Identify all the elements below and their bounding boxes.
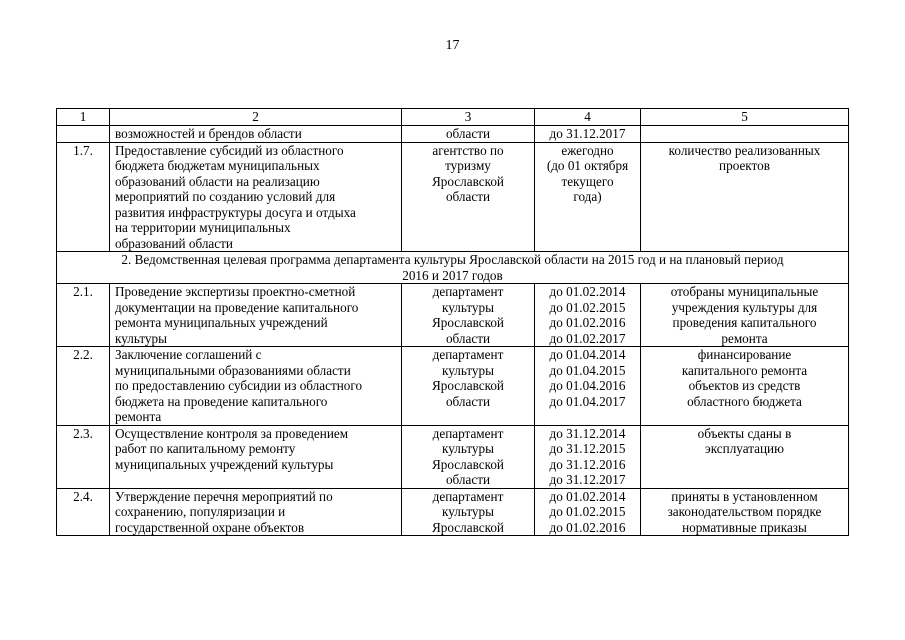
cell-line: государственной охране объектов	[115, 519, 305, 535]
column-header-5: 5	[641, 109, 849, 126]
cell-line: до 01.02.2017	[549, 330, 626, 346]
column-header-4: 4	[535, 109, 641, 126]
cell-line: проведения капитального	[672, 315, 817, 330]
cell-line: до 01.02.2016	[549, 315, 626, 330]
cell-line: ремонта муниципальных учреждений	[115, 315, 328, 330]
cell-line: (до 01 октября	[546, 158, 629, 173]
executor-cell	[402, 284, 535, 347]
row-number-cell	[57, 126, 110, 143]
result-cell	[641, 488, 849, 536]
cell-line: до 01.02.2014	[549, 488, 626, 504]
section-heading-row	[57, 252, 849, 284]
cell-line: бюджета бюджетам муниципальных	[115, 158, 320, 173]
cell-line: Ярославской	[432, 519, 504, 535]
term-cell: до 31.12.2017	[535, 126, 641, 143]
table-row	[57, 142, 849, 252]
result-cell	[641, 425, 849, 488]
result-cell	[641, 142, 849, 252]
cell-line: до 01.04.2015	[549, 362, 626, 378]
cell-line: нормативные приказы	[682, 519, 807, 535]
cell-line: ежегодно	[561, 142, 614, 158]
cell-line: до 01.02.2015	[549, 504, 626, 519]
event-cell	[110, 488, 402, 536]
cell-line: проектов	[719, 158, 770, 173]
cell-line: культуры	[442, 504, 494, 519]
cell-line: до 01.04.2014	[549, 347, 626, 362]
cell-line: до 01.04.2016	[549, 378, 626, 393]
cell-line: ремонта	[721, 330, 768, 346]
cell-line: областного бюджета	[687, 393, 802, 409]
cell-line: культуры	[442, 441, 494, 456]
section-heading-line: 2. Ведомственная целевая программа департамента культуры Ярославской области на 2015 год и на плановый период	[121, 252, 784, 267]
cell-line: Утверждение перечня мероприятий по	[115, 488, 333, 504]
result-cell	[641, 284, 849, 347]
cell-line: до 31.12.2017	[549, 472, 626, 487]
table-header-row	[57, 109, 849, 126]
cell-line: учреждения культуры для	[671, 299, 818, 315]
cell-line: до 01.02.2015	[549, 299, 626, 315]
cell-line: департамент	[432, 284, 504, 299]
term-cell	[535, 425, 641, 488]
row-number-cell: 2.2.	[57, 347, 110, 426]
executor-cell	[402, 347, 535, 426]
cell-line: департамент	[432, 425, 504, 441]
cell-line: Ярославской	[432, 315, 504, 330]
cell-line: агентство по	[432, 142, 504, 158]
cell-line: Ярославской	[432, 173, 504, 189]
cell-line: области	[445, 189, 491, 204]
cell-line: финансирование	[697, 347, 792, 362]
executor-cell	[402, 142, 535, 252]
cell-line: культуры	[115, 330, 167, 346]
cell-line: до 31.12.2014	[549, 425, 626, 441]
cell-line: департамент	[432, 347, 504, 362]
event-cell	[110, 142, 402, 252]
cell-line: документации на проведение капитального	[115, 299, 359, 315]
term-cell	[535, 488, 641, 536]
event-cell: возможностей и брендов области	[110, 126, 402, 143]
cell-line: законодательством порядке	[667, 504, 822, 519]
events-table	[56, 108, 849, 536]
result-cell	[641, 126, 849, 143]
cell-line: до 01.04.2017	[549, 393, 626, 409]
column-header-3: 3	[402, 109, 535, 126]
cell-line: культуры	[442, 362, 494, 378]
cell-line: эксплуатацию	[705, 441, 784, 456]
cell-line: на территории муниципальных	[115, 220, 291, 235]
page-number: 17	[445, 38, 460, 53]
cell-line: текущего	[561, 173, 614, 189]
row-number-cell: 2.4.	[57, 488, 110, 536]
cell-line: приняты в установленном	[671, 488, 818, 504]
cell-line: Ярославской	[432, 456, 504, 472]
table-row	[57, 126, 849, 143]
column-header-1: 1	[57, 109, 110, 126]
cell-line: культуры	[442, 299, 494, 315]
cell-line: капитального ремонта	[681, 362, 808, 378]
cell-line: до 31.12.2015	[549, 441, 626, 456]
cell-line: туризму	[445, 158, 491, 173]
cell-line: до 01.02.2014	[549, 284, 626, 299]
row-number-cell: 2.3.	[57, 425, 110, 488]
cell-line: области	[445, 393, 491, 409]
executor-cell: области	[402, 126, 535, 143]
event-cell	[110, 425, 402, 488]
executor-cell	[402, 425, 535, 488]
cell-line: муниципальными образованиями области	[115, 362, 351, 378]
table-row	[57, 347, 849, 426]
row-number-cell: 1.7.	[57, 142, 110, 252]
cell-line: ремонта	[115, 409, 162, 424]
cell-line: сохранению, популяризации и	[115, 504, 286, 519]
cell-line: области	[445, 330, 491, 346]
cell-line: Осуществление контроля за проведением	[115, 425, 349, 441]
cell-line: отобраны муниципальные	[670, 284, 819, 299]
cell-line: области	[445, 472, 491, 487]
cell-line: Предоставление субсидий из областного	[115, 142, 344, 158]
cell-line: количество реализованных	[668, 142, 821, 158]
cell-line: работ по капитальному ремонту	[115, 441, 296, 456]
cell-line: объекты сданы в	[697, 425, 792, 441]
cell-line: Ярославской	[432, 378, 504, 393]
cell-line: Проведение экспертизы проектно-сметной	[115, 284, 356, 299]
cell-line: образований области	[115, 235, 233, 251]
cell-line: департамент	[432, 488, 504, 504]
column-header-2: 2	[110, 109, 402, 126]
executor-cell	[402, 488, 535, 536]
section-heading	[57, 252, 849, 284]
cell-line: до 01.02.2016	[549, 519, 626, 535]
event-cell	[110, 347, 402, 426]
term-cell	[535, 347, 641, 426]
cell-line: развития инфраструктуры досуга и отдыха	[115, 204, 356, 220]
section-heading-line: 2016 и 2017 годов	[402, 267, 503, 283]
cell-line: объектов из средств	[688, 378, 801, 393]
event-cell	[110, 284, 402, 347]
cell-line: Заключение соглашений с	[115, 347, 262, 362]
cell-line: года)	[573, 189, 602, 204]
cell-line: бюджета на проведение капитального	[115, 393, 328, 409]
row-number-cell: 2.1.	[57, 284, 110, 347]
cell-line: образований области на реализацию	[115, 173, 320, 189]
cell-line: муниципальных учреждений культуры	[115, 456, 334, 472]
result-cell	[641, 347, 849, 426]
table-row	[57, 284, 849, 347]
term-cell	[535, 142, 641, 252]
table-row	[57, 488, 849, 536]
cell-line: до 31.12.2016	[549, 456, 626, 472]
cell-line: мероприятий по созданию условий для	[115, 189, 336, 204]
table-row	[57, 425, 849, 488]
cell-line: по предоставлению субсидии из областного	[115, 378, 363, 393]
term-cell	[535, 284, 641, 347]
